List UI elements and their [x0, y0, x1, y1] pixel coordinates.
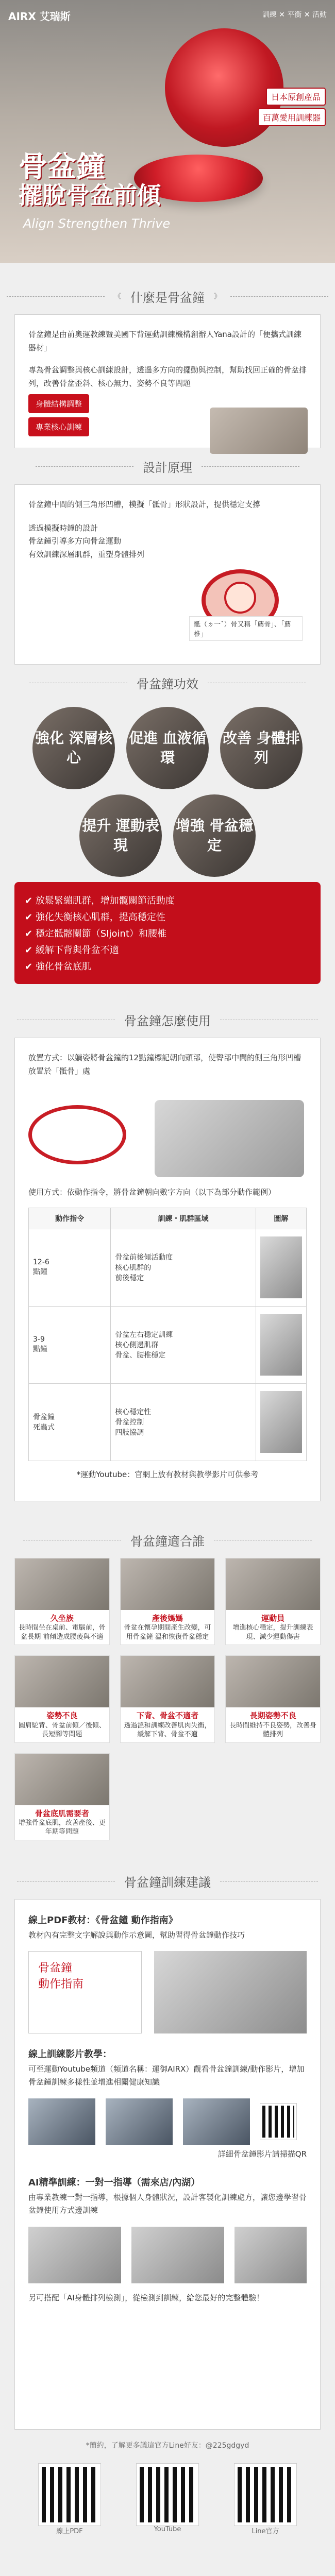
usage-text: 使用方式：依動作指令，將骨盆鐘朝向數字方向（以下為部分動作範例）	[28, 1188, 276, 1197]
pelvic-clock-top-image	[165, 28, 283, 147]
section-title-benefits: 骨盆鐘功效	[0, 665, 335, 701]
section-title-what: 《 什麼是骨盆鐘 》	[0, 278, 335, 314]
pdf-cover: 骨盆鐘 動作指南	[28, 1951, 142, 2033]
line-qr-code[interactable]	[234, 2464, 296, 2526]
benefits-grid-row-2	[0, 794, 335, 882]
benefit-core: 強化 深層核心	[32, 707, 115, 789]
hero-banner	[0, 0, 335, 263]
youtube-qr-code[interactable]	[137, 2464, 198, 2526]
training-photo	[210, 408, 308, 454]
pelvis-diagram	[189, 562, 303, 639]
training-section	[14, 1899, 321, 2430]
feature-item-4: ✔ 緩解下背與骨盆不適	[25, 945, 119, 956]
video-qr[interactable]	[260, 2104, 296, 2140]
usage-diagram	[28, 1087, 307, 1180]
video-note: 詳細骨盆鐘影片請掃描QR	[217, 2149, 307, 2159]
section-title-training: 骨盆鐘訓練建議	[0, 1863, 335, 1899]
hero-title: 骨盆鐘	[19, 150, 105, 184]
pdf-title: 線上PDF教材：《骨盆鐘 動作指南》	[28, 1915, 178, 1926]
usage-section	[14, 1038, 321, 1501]
hero-subtitle: 擺脫骨盆前傾	[19, 181, 161, 209]
footer-text: *簡約，了解更多議這官方Line好友：@225gdgyd	[86, 2442, 249, 2450]
feature-item-3: ✔ 穩定骶髂關節（SIjoint）和腰椎	[25, 928, 167, 939]
hero-english-slogan: Align Strengthen Thrive	[23, 216, 171, 231]
sacrum-label: 骶（ㄉ一ˇ）骨又稱「薦骨」、「薦椎」	[189, 616, 303, 641]
ai-title: AI精準訓練：一對一指導（需來店/內湖）	[28, 2177, 200, 2189]
pdf-text: 教材內有完整文字解說與動作示意圖，幫助習得骨盆鐘動作技巧	[28, 1930, 245, 1940]
what-is-section	[14, 314, 321, 448]
body-alignment-pill: 身體結構調整	[28, 394, 89, 413]
section-title-usage: 骨盆鐘怎麼使用	[0, 1002, 335, 1038]
pdf-qr-code[interactable]	[39, 2464, 100, 2526]
benefit-performance: 提升 運動表現	[79, 794, 162, 877]
video-title: 線上訓練影片教學：	[28, 2049, 112, 2060]
usage-table: 動作指令 訓練・肌群區域 圖解 12-6 點鐘 骨盆前後傾活動度 核心肌群的 前後穩定 3-9 點鐘 骨盆左右穩定訓練 核心側邊肌群 骨盆、腰椎穩定 骨盆鐘 死蟲式 核心穩定性 骨盆控制 四肢協調	[28, 1208, 307, 1461]
feature-item-2: ✔ 強化失衡核心肌群，提高穩定性	[25, 912, 165, 923]
hero-tag-popular: 百萬愛用訓練器	[258, 108, 326, 126]
feature-item-1: ✔ 放鬆緊繃肌群，增加髖關節活動度	[25, 895, 175, 906]
placement-text: 放置方式：以躺姿將骨盆鐘的12點鐘標記朝向頭部，使臀部中間的側三角形凹槽放置於「骶骨」處	[28, 1053, 301, 1076]
benefit-feature-list	[14, 882, 321, 984]
ai-text-2: 另可搭配「AI身體排列檢測」，從檢測到訓練，給您最好的完整體驗！	[28, 2293, 264, 2302]
video-text: 可至運動Youtube頻道（頻道名稱：運御AIRX）觀看骨盆鐘訓練/動作影片，增加骨盆鐘訓練多樣性並增進相關健康知識	[28, 2064, 305, 2087]
suitable-for-grid: 久坐族 長時間坐在桌前、電腦前，骨盆長期 前傾造成腰痠與不適 產後媽媽 骨盆在懷孕期間產生改變，可用骨盆鐘 溫和恢復骨盆穩定 運動員 增進核心穩定，提升訓練表現、減少運動傷害 姿勢不良 圓肩駝背、骨盆前傾／後傾、長短腳等問題 下背、骨盆不適者 透過溫和訓練改善肌肉失衡，緩解下背、骨盆不適 長期姿勢不良 長時間維持不良姿勢，改善身體排列 骨盆底肌需要者 增強骨盆底肌，改善產後、更年期等問題	[14, 1558, 321, 1840]
what-is-paragraph-1: 骨盆鐘是由前奧運教練暨美國下背運動訓練機構創辦人Yana設計的「便攜式訓練器材」	[28, 330, 301, 352]
benefit-alignment: 改善 身體排列	[220, 707, 303, 789]
design-principle-section	[14, 484, 321, 665]
section-title-suitable: 骨盆鐘適合誰	[0, 1522, 335, 1558]
usage-note: *運動Youtube：官網上放有教材與教學影片可供參考	[76, 1469, 259, 1479]
design-paragraph-3: 骨盆鐘引導多方向骨盆運動	[28, 536, 122, 546]
design-paragraph-2: 透過模擬時鐘的設計	[28, 523, 98, 533]
design-paragraph-1: 骨盆鐘中間的側三角形凹槽，模擬「骶骨」形狀設計，提供穩定支撐	[28, 500, 261, 509]
design-paragraph-4: 有效訓練深層肌群，重塑身體排列	[28, 549, 145, 559]
benefits-grid	[0, 701, 335, 794]
ai-text: 由專業教練一對一指導，根據個人身體狀況，設計客製化訓練處方，讓您邊學習骨盆鐘使用方式邊訓練	[28, 2192, 307, 2215]
brand-slogan: 訓練 ✕ 平衡 ✕ 活動	[262, 11, 327, 19]
footer-qr-row: 線上PDF YouTube Line官方	[21, 2464, 314, 2535]
benefit-stability: 增強 骨盆穩定	[173, 794, 256, 877]
core-training-pill: 專業核心訓練	[28, 417, 89, 436]
section-title-design: 設計原理	[0, 448, 335, 484]
feature-item-5: ✔ 強化骨盆底肌	[25, 961, 91, 972]
benefit-circulation: 促進 血液循環	[126, 707, 209, 789]
what-is-paragraph-2: 專為骨盆調整與核心訓練設計，透過多方向的擺動與控制，幫助找回正確的骨盆排列，改善骨盆歪斜、核心無力、姿勢不良等問題	[28, 365, 307, 388]
brand-logo: AIRX 艾瑞斯	[8, 10, 71, 23]
hero-tag-original: 日本原創產品	[266, 88, 326, 106]
